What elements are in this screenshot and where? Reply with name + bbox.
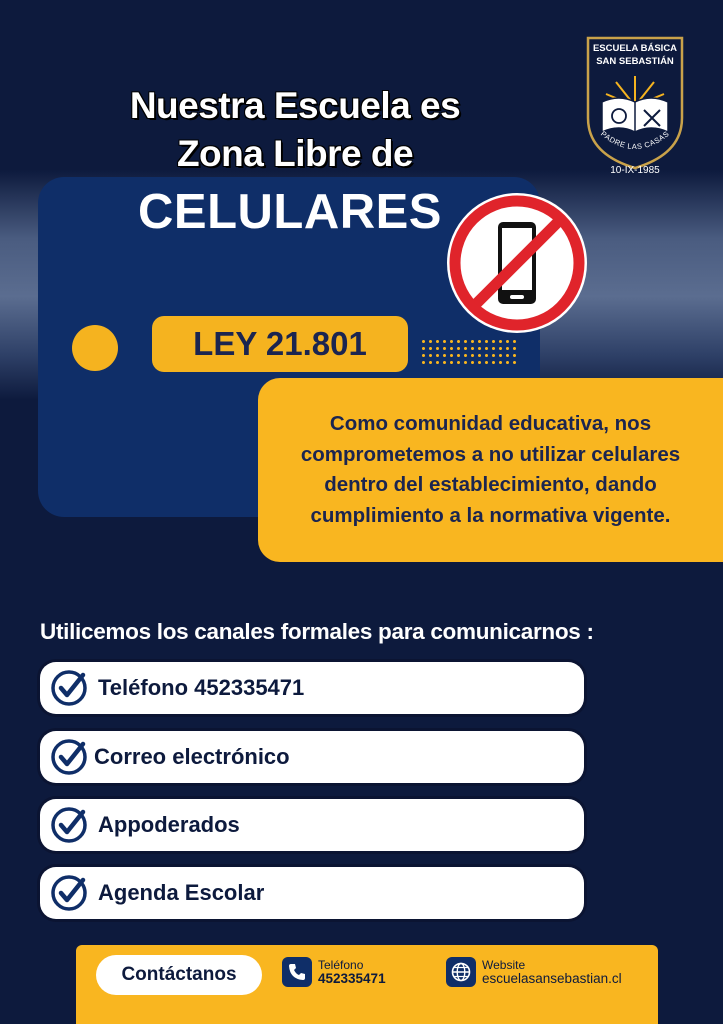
law-badge: LEY 21.801: [152, 316, 408, 372]
logo-name-line-1: ESCUELA BÁSICA: [592, 43, 678, 54]
globe-icon: [446, 957, 476, 987]
channel-item-agenda: [40, 867, 584, 919]
channel-item-phone: [40, 662, 584, 714]
channel-label: Agenda Escolar: [98, 880, 265, 905]
footer-phone-label: Teléfono: [318, 958, 364, 972]
phone-icon: [282, 957, 312, 987]
channel-label: Teléfono 452335471: [98, 675, 305, 700]
title-line-2: Zona Libre de: [176, 133, 414, 174]
no-phone-icon: [446, 192, 588, 334]
page-title: [60, 82, 530, 178]
logo-date: 10-IX-1985: [610, 165, 660, 176]
footer-phone[interactable]: [282, 957, 386, 987]
commitment-box: [258, 378, 723, 562]
channels-heading: Utilicemos los canales formales para comunicarnos :: [40, 619, 594, 644]
contact-button[interactable]: Contáctanos: [96, 955, 262, 995]
check-circle-icon: [50, 874, 88, 912]
commitment-text: Como comunidad educativa, nos comprometemos a no utilizar celulares dentro del establecimiento, dando cumplimiento a la normativa vigente.: [300, 412, 681, 527]
dot-pattern: [420, 338, 516, 364]
check-circle-icon: [50, 738, 88, 776]
footer-website-label: Website: [482, 958, 526, 972]
channel-label: Appoderados: [98, 812, 240, 837]
contact-footer: [76, 945, 658, 1024]
check-circle-icon: [50, 806, 88, 844]
decorative-dot: [72, 325, 118, 371]
logo-motto: PADRE LAS CASAS: [599, 129, 671, 152]
channel-item-guardians: [40, 799, 584, 851]
footer-website[interactable]: [446, 957, 622, 987]
logo-name-line-2: SAN SEBASTIÁN: [596, 56, 674, 67]
channel-item-email: [40, 731, 584, 783]
footer-website-value: escuelasansebastian.cl: [482, 971, 622, 986]
footer-phone-value: 452335471: [318, 971, 386, 986]
school-logo: [586, 36, 684, 176]
title-line-1: Nuestra Escuela es: [129, 85, 461, 126]
check-circle-icon: [50, 669, 88, 707]
channel-label: Correo electrónico: [94, 744, 290, 769]
title-highlight: CELULARES: [138, 185, 442, 239]
